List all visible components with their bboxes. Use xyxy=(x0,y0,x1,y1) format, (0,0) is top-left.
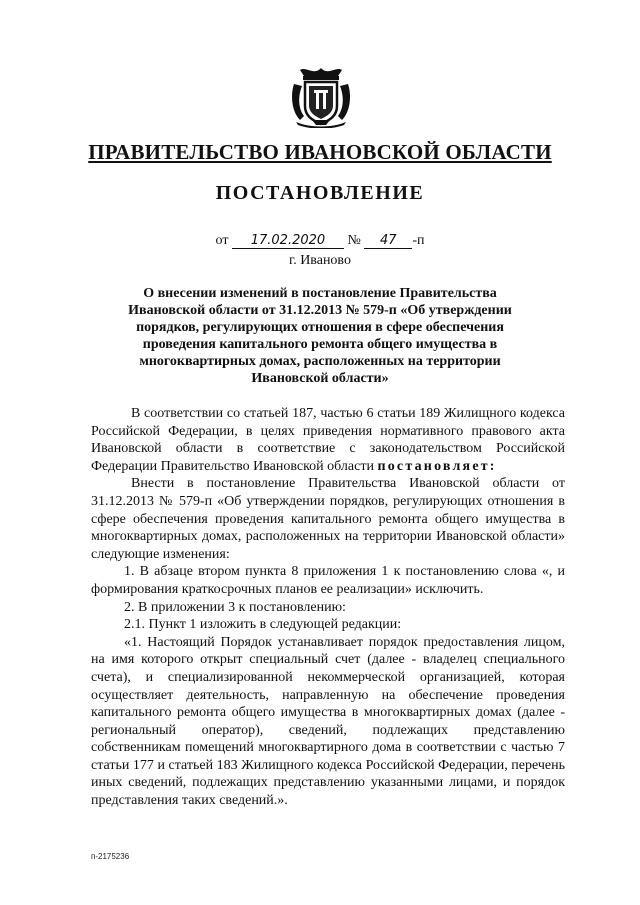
paragraph-item-2: 2. В приложении 3 к постановлению: xyxy=(124,599,346,615)
city-label: г. Иваново xyxy=(289,253,351,268)
paragraph-item-2-1: 2.1. Пункт 1 изложить в следующей редакции: xyxy=(124,617,402,633)
number-sign: № xyxy=(347,233,361,248)
date-prefix: от xyxy=(215,233,229,248)
document-date: 17.02.2020 xyxy=(232,233,344,249)
resolves-word: постановляет: xyxy=(377,458,497,474)
document-code: п-2175236 xyxy=(91,852,130,861)
document-heading: О внесении изменений в постановление Правительства Ивановской области от 31.12.2013 № 579-п «Об утверждении порядков, регулирующих отношения в сфере обеспечения проведения капитального ремонта общего имущества в многоквартирных домах, расположенных на территории Ивановской области» xyxy=(128,286,512,386)
government-title: ПРАВИТЕЛЬСТВО ИВАНОВСКОЙ ОБЛАСТИ xyxy=(88,140,552,164)
paragraph-quote: «1. Настоящий Порядок устанавливает порядок предоставления лицом, на имя которого открыт специальный счет (далее - владелец специального счета), и специализированной некоммерческой организацией, которая осуществляет деятельность, направленную на обеспечение проведения капитального ремонта общего имущества в многоквартирных домах (далее - региональный оператор), сведений, подлежащих представлению собственникам помещений многоквартирного дома в соответствии с частью 7 статьи 177 и статьей 183 Жилищного кодекса Российской Федерации, перечень иных сведений, подлежащих представлению указанными лицами, и порядок представления таких сведений.». xyxy=(91,634,565,809)
document-body xyxy=(91,405,565,810)
number-suffix: -п xyxy=(412,233,425,248)
document-type: ПОСТАНОВЛЕНИЕ xyxy=(215,182,425,204)
paragraph-item-1: 1. В абзаце втором пункта 8 приложения 1 к постановлению слова «, и формирования краткосрочных планов ее реализации» исключить. xyxy=(91,564,565,597)
date-number-line xyxy=(0,233,640,249)
paragraph-preamble: В соответствии со статьей 187, частью 6 статьи 189 Жилищного кодекса Российской Федерации, в целях приведения нормативного правового акта Ивановской области в соответствие с законодательством Российской Федерации Правительство Ивановской области постановляет: xyxy=(91,406,565,474)
document-number: 47 xyxy=(364,233,412,249)
paragraph-intro: Внести в постановление Правительства Ивановской области от 31.12.2013 № 579-п «Об утверждении порядков, регулирующих отношения в сфере обеспечения проведения капитального ремонта общего имущества в многоквартирных домах, расположенных на территории Ивановской области» следующие изменения: xyxy=(91,476,565,562)
coat-of-arms-icon xyxy=(290,62,352,128)
